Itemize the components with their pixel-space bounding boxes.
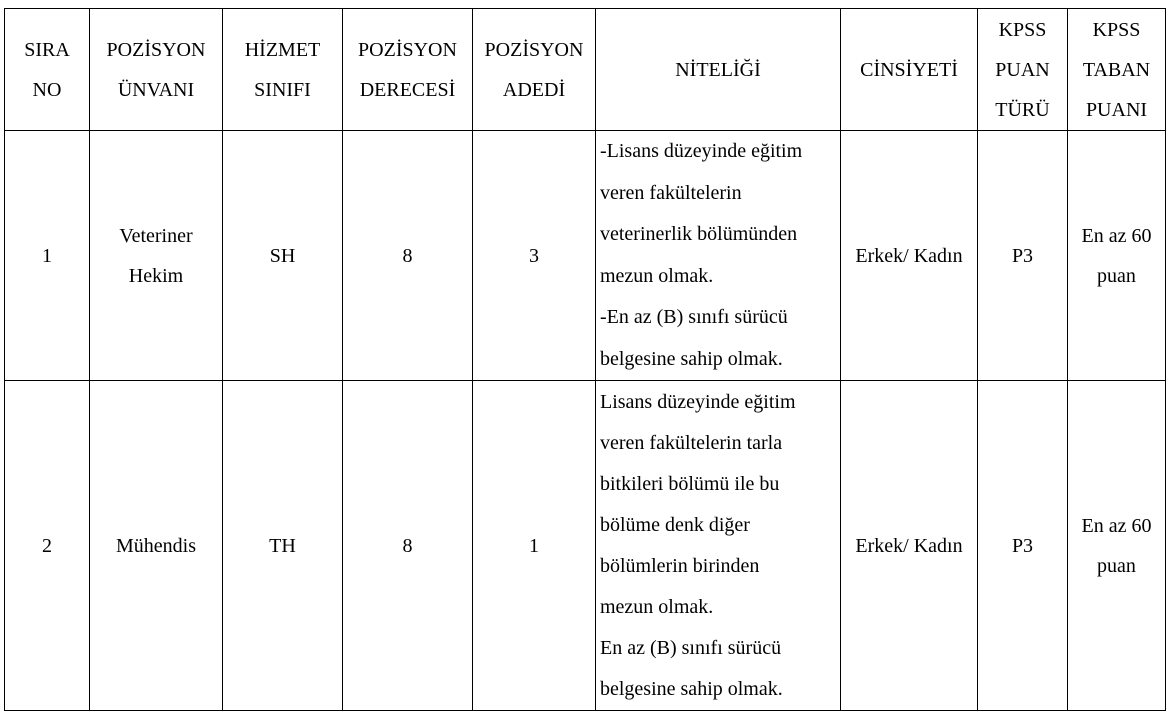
nitelik-line: bitkileri bölümü ile bu	[600, 472, 780, 495]
header-kpss-taban-puani	[1068, 9, 1166, 131]
header-cinsiyeti-line1: CİNSİYETİ	[860, 58, 958, 81]
nitelik-line: mezun olmak.	[600, 595, 714, 618]
nitelik-line: veterinerlik bölümünden	[600, 223, 798, 245]
header-kpss-taban-puani-line1: KPSS	[1092, 18, 1141, 41]
header-kpss-taban-puani-line2: TABAN	[1082, 58, 1151, 81]
cell-pozisyon-adedi: 1	[473, 381, 596, 711]
nitelik-line: -En az (B) sınıfı sürücü	[600, 306, 788, 328]
cell-niteligi	[596, 381, 841, 711]
nitelik-line: veren fakültelerin tarla	[600, 431, 783, 454]
cell-taban-line2: puan	[1097, 554, 1136, 577]
nitelik-line: mezun olmak.	[600, 264, 714, 287]
nitelik-line: Lisans düzeyinde eğitim	[600, 390, 796, 413]
cell-pozisyon-derecesi: 8	[343, 131, 473, 381]
header-hizmet-sinifi-line1: HİZMET	[244, 38, 321, 61]
positions-table	[4, 8, 1166, 711]
cell-niteligi	[596, 131, 841, 381]
cell-sira-no: 2	[5, 381, 90, 711]
header-pozisyon-adedi-line1: POZİSYON	[484, 38, 584, 61]
header-sira-no	[5, 9, 90, 131]
table-row	[5, 381, 1166, 711]
header-pozisyon-derecesi-line2: DERECESİ	[359, 78, 456, 101]
cell-unvan-line1: Veteriner	[119, 224, 193, 247]
cell-taban-line1: En az 60	[1081, 224, 1152, 247]
cell-kpss-taban-puani	[1068, 381, 1166, 711]
cell-cinsiyeti: Erkek/ Kadın	[841, 381, 978, 711]
header-pozisyon-unvani	[90, 9, 223, 131]
nitelik-line: bölüme denk diğer	[600, 513, 750, 536]
nitelik-line: En az (B) sınıfı sürücü	[600, 636, 782, 659]
cell-unvan-line2: Hekim	[128, 264, 184, 287]
header-pozisyon-unvani-line2: ÜNVANI	[117, 78, 195, 101]
header-kpss-taban-puani-line3: PUANI	[1085, 98, 1148, 121]
cell-cinsiyeti: Erkek/ Kadın	[841, 131, 978, 381]
cell-taban-line2: puan	[1097, 264, 1136, 287]
nitelik-line: veren fakültelerin	[600, 181, 742, 204]
cell-unvan-line1: Mühendis	[116, 534, 196, 557]
nitelik-line: belgesine sahip olmak.	[600, 677, 783, 700]
header-niteligi-line1: NİTELİĞİ	[675, 58, 761, 81]
header-sira-no-line2: NO	[32, 78, 62, 101]
header-kpss-puan-turu-line1: KPSS	[998, 18, 1047, 41]
cell-pozisyon-unvani	[90, 381, 223, 711]
cell-pozisyon-adedi: 3	[473, 131, 596, 381]
header-pozisyon-adedi	[473, 9, 596, 131]
cell-kpss-puan-turu: P3	[978, 131, 1068, 381]
cell-kpss-taban-puani	[1068, 131, 1166, 381]
cell-pozisyon-derecesi: 8	[343, 381, 473, 711]
cell-kpss-puan-turu: P3	[978, 381, 1068, 711]
header-cinsiyeti	[841, 9, 978, 131]
cell-hizmet-sinifi: TH	[223, 381, 343, 711]
header-row	[5, 9, 1166, 131]
cell-hizmet-sinifi: SH	[223, 131, 343, 381]
header-pozisyon-derecesi	[343, 9, 473, 131]
header-pozisyon-derecesi-line1: POZİSYON	[358, 38, 457, 61]
header-pozisyon-adedi-line2: ADEDİ	[502, 78, 566, 101]
nitelik-line: bölümlerin birinden	[600, 554, 760, 577]
cell-taban-line1: En az 60	[1081, 514, 1152, 537]
header-kpss-puan-turu	[978, 9, 1068, 131]
header-hizmet-sinifi	[223, 9, 343, 131]
header-kpss-puan-turu-line3: TÜRÜ	[995, 98, 1050, 121]
cell-pozisyon-unvani	[90, 131, 223, 381]
header-sira-no-line1: SIRA	[24, 38, 70, 61]
header-hizmet-sinifi-line2: SINIFI	[254, 78, 311, 101]
header-niteligi	[596, 9, 841, 131]
header-pozisyon-unvani-line1: POZİSYON	[106, 38, 206, 61]
cell-sira-no: 1	[5, 131, 90, 381]
header-kpss-puan-turu-line2: PUAN	[995, 58, 1050, 81]
nitelik-line: belgesine sahip olmak.	[600, 347, 783, 370]
nitelik-line: -Lisans düzeyinde eğitim	[600, 140, 803, 162]
table-row	[5, 131, 1166, 381]
